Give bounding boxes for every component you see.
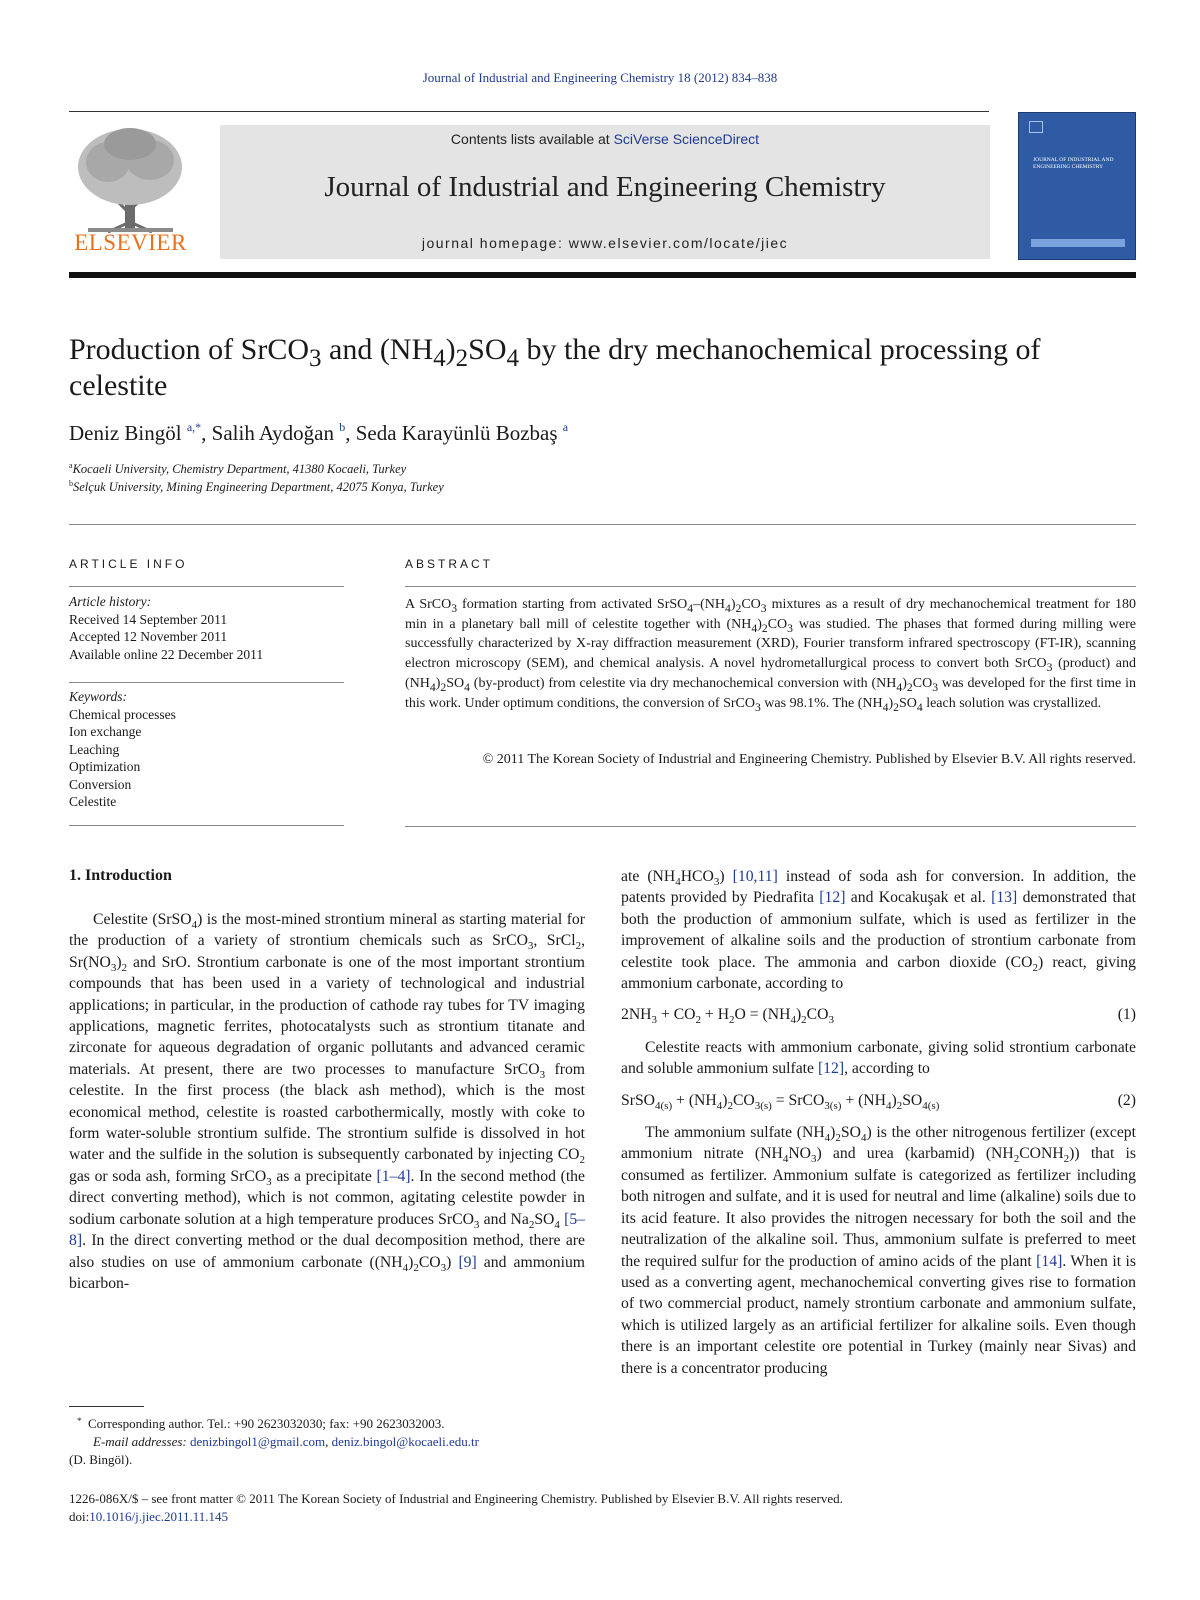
abstract-text: A SrCO$_3$ formation starting from activated $SrSO_4-(NH_4)_2CO_3$ mixtures as a result of dry mechanochemical treatment for 180 min in a planetary ball mill of celestite together with $(NH_4)_2CO_3$ was studied. The phases that formed during milling were successfully characterized by X-ray diffraction measurement (XRD), Fourier transform infrared spectroscopy (FT-IR), scanning electron microscopy (SEM), and chemical analysis. A novel hydrometallurgical process to convert both SrCO$_3$ (product) and $(NH_4)_2SO_4$ (by-product) from celestite via dry mechanochemical conversion with $(NH_4)_2CO_3$ was developed for the first time in this work. Under optimum conditions, the conversion of SrCO$_3$ was 98.1%. The $(NH_4)_2SO_4$ leach solution was crystallized.	[405, 597, 1137, 714]
abstract-rule	[405, 586, 1136, 587]
email-link-1[interactable]: denizbingol1@gmail.com	[190, 1434, 326, 1449]
online-date: Available online 22 December 2011	[69, 646, 264, 662]
history-label: Article history:	[69, 594, 152, 609]
cover-footer-band	[1031, 239, 1125, 247]
doi-link[interactable]: 10.1016/j.jiec.2011.11.145	[89, 1508, 229, 1524]
affiliation-b: $^b$Selçuk University, Mining Engineering Department, 42075 Konya, Turkey	[69, 478, 444, 494]
received-date: Received 14 September 2011	[69, 611, 228, 627]
equation-2	[621, 1090, 1136, 1111]
paragraph: Celestite reacts with ammonium carbonate, giving solid strontium carbonate and soluble ammonium sulfate [12], according to	[621, 1038, 1136, 1078]
journal-homepage[interactable]: journal homepage: www.elsevier.com/locate/jiec	[421, 235, 789, 251]
paragraph: ate $(NH_4HCO_3)$ [10,11] instead of soda ash for conversion. In addition, the patents provided by Piedrafita [12] and Kocakuşak et al. [13] demonstrated that both the production of ammonium sulfate, which is used as fertilizer in the improvement of alkaline soils and the production of strontium carbonate from celestite took place. The ammonia and carbon dioxide $(CO_2)$ react, giving ammonium carbonate, according to	[621, 868, 1136, 993]
elsevier-wordmark: ELSEVIER	[74, 230, 187, 255]
abstract-rule	[405, 826, 1136, 827]
keyword: Optimization	[69, 759, 141, 774]
body-column-right	[621, 866, 1136, 1379]
cover-logo-icon	[1029, 121, 1043, 133]
abstract-copyright: © 2011 The Korean Society of Industrial and Engineering Chemistry. Published by Elsevier B.V. All rights reserved.	[482, 752, 1136, 767]
affiliations	[69, 461, 769, 496]
header-rule	[69, 111, 989, 112]
keyword: Chemical processes	[69, 706, 176, 722]
journal-cover-image[interactable]	[1018, 112, 1136, 260]
keywords	[69, 688, 344, 811]
contents-line	[220, 131, 990, 147]
corresponding-author-footnote: * Corresponding author. Tel.: +90 2623032030; fax: +90 2623032003. E-mail addresses: denizbingol1@gmail.com, deniz.bingol@kocaeli.edu.tr (D. Bingöl).	[69, 1412, 589, 1469]
cover-title: JOURNAL OF INDUSTRIAL AND ENGINEERING CHEMISTRY	[1033, 157, 1114, 170]
contents-prefix: Contents lists available at	[450, 131, 614, 147]
section-heading-introduction: 1. Introduction	[69, 867, 172, 884]
front-matter-text: 1226-086X/$ – see front matter © 2011 The Korean Society of Industrial and Engineering Chemistry. Published by Elsevier B.V. All rights reserved.	[69, 1491, 843, 1506]
article-info-heading: ARTICLE INFO	[69, 557, 188, 571]
body-column-left	[69, 909, 585, 1294]
article-info-rule	[69, 682, 344, 683]
front-matter	[69, 1490, 1136, 1525]
journal-citation[interactable]: Journal of Industrial and Engineering Chemistry 18 (2012) 834–838	[422, 70, 778, 85]
keyword: Ion exchange	[69, 724, 142, 739]
email-label: E-mail addresses:	[93, 1434, 191, 1449]
article-info-rule	[69, 586, 344, 587]
footnote-name: (D. Bingöl).	[69, 1452, 133, 1467]
article-history	[69, 593, 344, 663]
footnote-contact: Corresponding author. Tel.: +90 2623032030; fax: +90 2623032003.	[88, 1416, 445, 1431]
accepted-date: Accepted 12 November 2011	[69, 629, 228, 644]
equation-2-number: (2)	[1117, 1091, 1136, 1109]
affiliation-a: $^a$Kocaeli University, Chemistry Department, 41380 Kocaeli, Turkey	[69, 460, 407, 476]
header-thick-rule	[69, 272, 1136, 278]
keyword: Conversion	[69, 776, 132, 792]
keywords-label: Keywords:	[69, 689, 127, 704]
paragraph: Celestite (SrSO$_4$) is the most-mined strontium mineral as starting material for the production of a variety of strontium chemicals such as SrCO$_3$, SrCl$_2$, $Sr(NO_3)_2$ and SrO. Strontium carbonate is one of the most important strontium compounds that has been used in a variety of technological and industrial applications; in particular, in the production of cathode ray tubes for TV imaging applications, magnetic ferrites, photocatalysts such as strontium titanate and zirconate for aqueous degradation of organic pollutants and advanced ceramic materials. At present, there are two processes to manufacture SrCO$_3$ from celestite. In the first process (the black ash method), which is the most economical method, celestite is roasted carbothermically, mostly with coke to form water-soluble strontium sulfide. The strontium sulfide is dissolved in hot water and the sulfide in the solution is subsequently carbonated by injecting $CO_2$ gas or soda ash, forming SrCO$_3$ as a precipitate [1–4]. In the second method (the direct converting method), which is not common, agitating celestite powder in sodium carbonate solution at a high temperature produces SrCO$_3$ and $Na_2SO_4$ [5–8]. In the direct converting method or the dual decomposition method, there are also studies on use of ammonium carbonate $((NH_4)_2CO_3)$ [9] and ammonium bicarbon-	[69, 911, 586, 1292]
equation-1-number: (1)	[1117, 1006, 1136, 1024]
elsevier-logo[interactable]	[68, 122, 193, 262]
abstract-heading: ABSTRACT	[405, 557, 494, 571]
keyword: Leaching	[69, 741, 120, 757]
sciencedirect-link[interactable]: SciVerse ScienceDirect	[613, 131, 760, 147]
article-title: Production of SrCO$_3$ and $(NH_4)_2SO_4$ by the dry mechanochemical processing of celestite	[69, 333, 1041, 402]
equation-2-body: SrSO$_{4(s)}$ + $(NH_4)_2CO_{3(s)}$ = SrCO$_{3(s)}$ + $(NH_4)_2SO_{4(s)}$	[621, 1091, 940, 1112]
footnote-rule	[69, 1406, 144, 1407]
article-info-rule	[69, 825, 344, 826]
equation-1	[621, 1004, 1136, 1025]
journal-banner	[220, 125, 990, 259]
title-rule	[69, 524, 1136, 525]
doi-label: doi:	[69, 1508, 90, 1524]
journal-title: Journal of Industrial and Engineering Chemistry	[324, 171, 886, 203]
author-list: Deniz Bingöl $^{a,*}$, Salih Aydoğan $^b$, Seda Karayünlü Bozbaş $^a$	[69, 420, 569, 445]
equation-1-body: $2NH_3 + CO_2 + H_2O = (NH_4)_2CO_3$	[621, 1006, 834, 1027]
paragraph: The ammonium sulfate $(NH_4)_2SO_4$) is the other nitrogenous fertilizer (except ammonium nitrate $(NH_4NO_3)$ and urea (karbamid) $(NH_2CONH_2)$) that is consumed as fertilizer. Ammonium sulfate is categorized as fertilizer including both nitrogen and sulfate, and it is used for neutral and lime (alkaline) soils due to its acid feature. It also provides the nitrogen necessary for both the soil and the neutralization of the alkaline soil. Thus, ammonium sulfate is preferred to meet the required sulfur for the production of amino acids of the plant [14]. When it is used as a converting agent, mechanochemical converting gives rise to formation of two commercial product, namely strontium carbonate and ammonium sulfate, which is utilized largely as an artificial fertilizer for alkaline soils. Even though there is an important celestite ore potential in Turkey (mainly near Sivas) and there is a concentrator producing	[621, 1124, 1137, 1377]
keyword: Celestite	[69, 794, 117, 809]
email-link-2[interactable]: deniz.bingol@kocaeli.edu.tr	[331, 1434, 479, 1449]
